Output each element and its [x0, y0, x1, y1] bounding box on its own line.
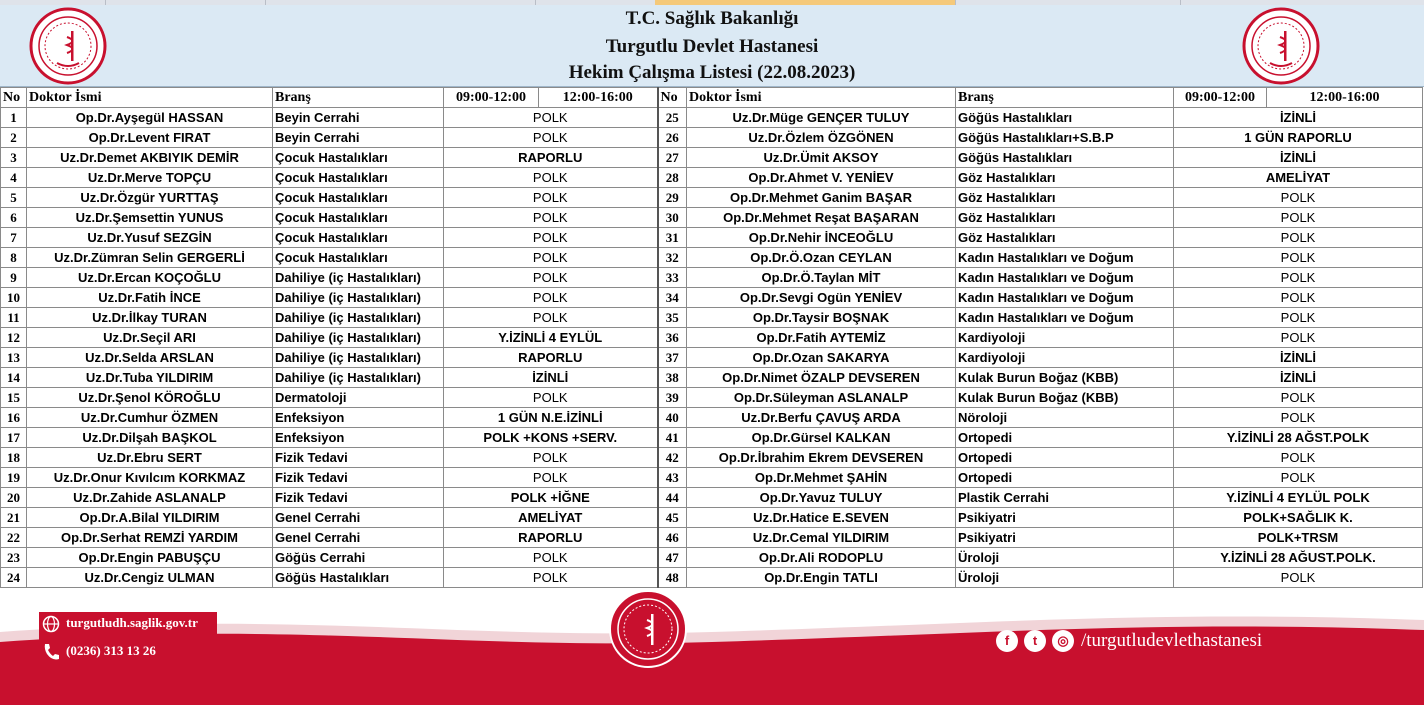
- col-no-right: No: [658, 88, 687, 108]
- doctor-name: Uz.Dr.Seçil ARI: [27, 328, 273, 348]
- row-number: 28: [658, 168, 687, 188]
- branch-name: Çocuk Hastalıkları: [273, 148, 444, 168]
- row-number: 7: [1, 228, 27, 248]
- doctor-name: Uz.Dr.Ümit AKSOY: [687, 148, 956, 168]
- status-cell: POLK: [444, 288, 658, 308]
- status-cell: POLK: [1174, 388, 1423, 408]
- col-branch: Branş: [273, 88, 444, 108]
- table-row: [1, 408, 1423, 428]
- branch-name: Üroloji: [956, 568, 1174, 588]
- status-cell: POLK+SAĞLIK K.: [1174, 508, 1423, 528]
- row-number: 5: [1, 188, 27, 208]
- branch-name: Genel Cerrahi: [273, 508, 444, 528]
- doctor-name: Op.Dr.Levent FIRAT: [27, 128, 273, 148]
- branch-name: Beyin Cerrahi: [273, 128, 444, 148]
- doctor-name: Op.Dr.Mehmet Reşat BAŞARAN: [687, 208, 956, 228]
- status-cell: POLK: [444, 468, 658, 488]
- status-cell: POLK +KONS +SERV.: [444, 428, 658, 448]
- row-number: 17: [1, 428, 27, 448]
- branch-name: Göğüs Hastalıkları: [956, 108, 1174, 128]
- doctor-name: Uz.Dr.Demet AKBIYIK DEMİR: [27, 148, 273, 168]
- table-row: [1, 368, 1423, 388]
- status-cell: POLK: [444, 188, 658, 208]
- status-cell: POLK: [1174, 328, 1423, 348]
- table-row: [1, 288, 1423, 308]
- col-slot2-right: 12:00-16:00: [1267, 88, 1423, 108]
- doctor-name: Uz.Dr.İlkay TURAN: [27, 308, 273, 328]
- status-cell: İZİNLİ: [1174, 108, 1423, 128]
- doctor-name: Op.Dr.Nehir İNCEOĞLU: [687, 228, 956, 248]
- doctor-name: Uz.Dr.Özlem ÖZGÖNEN: [687, 128, 956, 148]
- table-row: [1, 468, 1423, 488]
- table-row: [1, 228, 1423, 248]
- status-cell: POLK: [444, 308, 658, 328]
- table-row: [1, 148, 1423, 168]
- doctor-name: Uz.Dr.Müge GENÇER TULUY: [687, 108, 956, 128]
- doctor-name: Op.Dr.Nimet ÖZALP DEVSEREN: [687, 368, 956, 388]
- row-number: 26: [658, 128, 687, 148]
- doctor-name: Uz.Dr.Yusuf SEZGİN: [27, 228, 273, 248]
- doctor-name: Uz.Dr.Dilşah BAŞKOL: [27, 428, 273, 448]
- doctor-name: Uz.Dr.Onur Kıvılcım KORKMAZ: [27, 468, 273, 488]
- row-number: 34: [658, 288, 687, 308]
- doctor-name: Uz.Dr.Zümran Selin GERGERLİ: [27, 248, 273, 268]
- doctor-name: Op.Dr.Gürsel KALKAN: [687, 428, 956, 448]
- doctor-name: Uz.Dr.Berfu ÇAVUŞ ARDA: [687, 408, 956, 428]
- status-cell: RAPORLU: [444, 528, 658, 548]
- row-number: 36: [658, 328, 687, 348]
- doctor-name: Op.Dr.Taysir BOŞNAK: [687, 308, 956, 328]
- row-number: 15: [1, 388, 27, 408]
- table-row: [1, 108, 1423, 128]
- col-no: No: [1, 88, 27, 108]
- doctor-name: Op.Dr.Fatih AYTEMİZ: [687, 328, 956, 348]
- row-number: 24: [1, 568, 27, 588]
- status-cell: AMELİYAT: [1174, 168, 1423, 188]
- doctor-name: Uz.Dr.Cengiz ULMAN: [27, 568, 273, 588]
- row-number: 35: [658, 308, 687, 328]
- header-row: [1, 88, 1423, 108]
- status-cell: POLK: [444, 168, 658, 188]
- row-number: 14: [1, 368, 27, 388]
- table-row: [1, 268, 1423, 288]
- row-number: 18: [1, 448, 27, 468]
- row-number: 33: [658, 268, 687, 288]
- list-title: Hekim Çalışma Listesi (22.08.2023): [568, 62, 856, 83]
- branch-name: Fizik Tedavi: [273, 448, 444, 468]
- doctor-name: Op.Dr.Süleyman ASLANALP: [687, 388, 956, 408]
- row-number: 16: [1, 408, 27, 428]
- hospital-title: Turgutlu Devlet Hastanesi: [605, 36, 819, 57]
- row-number: 19: [1, 468, 27, 488]
- col-slot1: 09:00-12:00: [444, 88, 539, 108]
- doctor-name: Op.Dr.A.Bilal YILDIRIM: [27, 508, 273, 528]
- status-cell: Y.İZİNLİ 4 EYLÜL POLK: [1174, 488, 1423, 508]
- table-row: [1, 508, 1423, 528]
- branch-name: Çocuk Hastalıkları: [273, 168, 444, 188]
- branch-name: Göz Hastalıkları: [956, 188, 1174, 208]
- table-row: [1, 328, 1423, 348]
- row-number: 10: [1, 288, 27, 308]
- row-number: 39: [658, 388, 687, 408]
- branch-name: Psikiyatri: [956, 528, 1174, 548]
- branch-name: Göğüs Hastalıkları+S.B.P: [956, 128, 1174, 148]
- status-cell: POLK: [1174, 248, 1423, 268]
- branch-name: Kadın Hastalıkları ve Doğum: [956, 268, 1174, 288]
- row-number: 46: [658, 528, 687, 548]
- row-number: 6: [1, 208, 27, 228]
- doctor-name: Uz.Dr.Tuba YILDIRIM: [27, 368, 273, 388]
- row-number: 40: [658, 408, 687, 428]
- row-number: 2: [1, 128, 27, 148]
- branch-name: Nöroloji: [956, 408, 1174, 428]
- status-cell: POLK: [1174, 208, 1423, 228]
- branch-name: Göğüs Hastalıkları: [956, 148, 1174, 168]
- table-row: [1, 448, 1423, 468]
- branch-name: Çocuk Hastalıkları: [273, 188, 444, 208]
- branch-name: Kulak Burun Boğaz (KBB): [956, 388, 1174, 408]
- doctor-name: Op.Dr.Yavuz TULUY: [687, 488, 956, 508]
- status-cell: POLK: [1174, 288, 1423, 308]
- branch-name: Ortopedi: [956, 428, 1174, 448]
- branch-name: Genel Cerrahi: [273, 528, 444, 548]
- doctor-name: Op.Dr.Sevgi Ogün YENİEV: [687, 288, 956, 308]
- row-number: 25: [658, 108, 687, 128]
- row-number: 32: [658, 248, 687, 268]
- status-cell: POLK: [1174, 448, 1423, 468]
- doctor-name: Op.Dr.Ö.Ozan CEYLAN: [687, 248, 956, 268]
- doctor-name: Uz.Dr.Fatih İNCE: [27, 288, 273, 308]
- doctor-name: Op.Dr.Ö.Taylan MİT: [687, 268, 956, 288]
- row-number: 27: [658, 148, 687, 168]
- branch-name: Göz Hastalıkları: [956, 208, 1174, 228]
- branch-name: Çocuk Hastalıkları: [273, 208, 444, 228]
- status-cell: POLK: [1174, 468, 1423, 488]
- row-number: 42: [658, 448, 687, 468]
- row-number: 8: [1, 248, 27, 268]
- row-number: 31: [658, 228, 687, 248]
- status-cell: POLK: [444, 388, 658, 408]
- status-cell: POLK: [444, 228, 658, 248]
- row-number: 13: [1, 348, 27, 368]
- status-cell: RAPORLU: [444, 148, 658, 168]
- branch-name: Göğüs Cerrahi: [273, 548, 444, 568]
- status-cell: POLK: [444, 268, 658, 288]
- row-number: 47: [658, 548, 687, 568]
- branch-name: Kardiyoloji: [956, 348, 1174, 368]
- table-row: [1, 208, 1423, 228]
- doctor-name: Uz.Dr.Ercan KOÇOĞLU: [27, 268, 273, 288]
- table-row: [1, 548, 1423, 568]
- table-row: [1, 188, 1423, 208]
- branch-name: Ortopedi: [956, 448, 1174, 468]
- doctor-name: Op.Dr.Engin TATLI: [687, 568, 956, 588]
- branch-name: Dermatoloji: [273, 388, 444, 408]
- twitter-icon[interactable]: t: [1024, 630, 1046, 652]
- table-row: [1, 428, 1423, 448]
- status-cell: İZİNLİ: [1174, 368, 1423, 388]
- table-row: [1, 248, 1423, 268]
- phone-icon: [42, 642, 60, 662]
- row-number: 21: [1, 508, 27, 528]
- status-cell: POLK: [444, 448, 658, 468]
- status-cell: POLK: [1174, 268, 1423, 288]
- doctor-name: Uz.Dr.Ebru SERT: [27, 448, 273, 468]
- status-cell: 1 GÜN RAPORLU: [1174, 128, 1423, 148]
- col-slot1-right: 09:00-12:00: [1174, 88, 1267, 108]
- status-cell: POLK: [444, 568, 658, 588]
- website-link[interactable]: turgutludh.saglik.gov.tr: [66, 615, 198, 630]
- social-handle[interactable]: /turgutludevlethastanesi: [1081, 630, 1263, 651]
- doctor-name: Uz.Dr.Şenol KÖROĞLU: [27, 388, 273, 408]
- table-row: [1, 488, 1423, 508]
- table-row: [1, 128, 1423, 148]
- doctor-name: Uz.Dr.Cumhur ÖZMEN: [27, 408, 273, 428]
- branch-name: Kulak Burun Boğaz (KBB): [956, 368, 1174, 388]
- branch-name: Dahiliye (iç Hastalıkları): [273, 368, 444, 388]
- doctor-name: Uz.Dr.Selda ARSLAN: [27, 348, 273, 368]
- row-number: 38: [658, 368, 687, 388]
- status-cell: POLK: [444, 248, 658, 268]
- row-number: 11: [1, 308, 27, 328]
- table-row: [1, 168, 1423, 188]
- doctor-name: Uz.Dr.Merve TOPÇU: [27, 168, 273, 188]
- branch-name: Göz Hastalıkları: [956, 168, 1174, 188]
- branch-name: Dahiliye (iç Hastalıkları): [273, 288, 444, 308]
- status-cell: POLK: [1174, 308, 1423, 328]
- globe-icon: [42, 615, 60, 633]
- col-doctor: Doktor İsmi: [27, 88, 273, 108]
- branch-name: Ortopedi: [956, 468, 1174, 488]
- row-number: 29: [658, 188, 687, 208]
- branch-name: Kadın Hastalıkları ve Doğum: [956, 248, 1174, 268]
- status-cell: Y.İZİNLİ 28 AĞST.POLK: [1174, 428, 1423, 448]
- table-row: [1, 308, 1423, 328]
- branch-name: Fizik Tedavi: [273, 468, 444, 488]
- branch-name: Göz Hastalıkları: [956, 228, 1174, 248]
- row-number: 45: [658, 508, 687, 528]
- status-cell: POLK: [1174, 408, 1423, 428]
- table-row: [1, 348, 1423, 368]
- branch-name: Dahiliye (iç Hastalıkları): [273, 308, 444, 328]
- doctor-name: Op.Dr.Mehmet ŞAHİN: [687, 468, 956, 488]
- row-number: 37: [658, 348, 687, 368]
- status-cell: İZİNLİ: [1174, 148, 1423, 168]
- branch-name: Dahiliye (iç Hastalıkları): [273, 328, 444, 348]
- row-number: 48: [658, 568, 687, 588]
- status-cell: POLK: [1174, 568, 1423, 588]
- branch-name: Üroloji: [956, 548, 1174, 568]
- branch-name: Göğüs Hastalıkları: [273, 568, 444, 588]
- row-number: 9: [1, 268, 27, 288]
- status-cell: RAPORLU: [444, 348, 658, 368]
- status-cell: POLK: [444, 548, 658, 568]
- doctor-name: Op.Dr.Ali RODOPLU: [687, 548, 956, 568]
- doctor-name: Uz.Dr.Hatice E.SEVEN: [687, 508, 956, 528]
- branch-name: Fizik Tedavi: [273, 488, 444, 508]
- doctor-name: Uz.Dr.Cemal YILDIRIM: [687, 528, 956, 548]
- doctor-name: Op.Dr.İbrahim Ekrem DEVSEREN: [687, 448, 956, 468]
- status-cell: Y.İZİNLİ 28 AĞUST.POLK.: [1174, 548, 1423, 568]
- row-number: 22: [1, 528, 27, 548]
- status-cell: POLK: [1174, 228, 1423, 248]
- doctor-name: Op.Dr.Ayşegül HASSAN: [27, 108, 273, 128]
- ministry-title: T.C. Sağlık Bakanlığı: [625, 8, 799, 29]
- col-doctor-right: Doktor İsmi: [687, 88, 956, 108]
- branch-name: Kadın Hastalıkları ve Doğum: [956, 288, 1174, 308]
- table-row: [1, 388, 1423, 408]
- status-cell: POLK +İĞNE: [444, 488, 658, 508]
- branch-name: Enfeksiyon: [273, 428, 444, 448]
- status-cell: AMELİYAT: [444, 508, 658, 528]
- table-row: [1, 568, 1423, 588]
- doctor-name: Uz.Dr.Zahide ASLANALP: [27, 488, 273, 508]
- doctor-name: Op.Dr.Ozan SAKARYA: [687, 348, 956, 368]
- row-number: 41: [658, 428, 687, 448]
- branch-name: Kadın Hastalıkları ve Doğum: [956, 308, 1174, 328]
- row-number: 1: [1, 108, 27, 128]
- status-cell: POLK: [1174, 188, 1423, 208]
- status-cell: İZİNLİ: [1174, 348, 1423, 368]
- table-row: [1, 528, 1423, 548]
- doctor-name: Op.Dr.Mehmet Ganim BAŞAR: [687, 188, 956, 208]
- row-number: 4: [1, 168, 27, 188]
- status-cell: POLK: [444, 208, 658, 228]
- row-number: 3: [1, 148, 27, 168]
- status-cell: 1 GÜN N.E.İZİNLİ: [444, 408, 658, 428]
- status-cell: POLK+TRSM: [1174, 528, 1423, 548]
- branch-name: Dahiliye (iç Hastalıkları): [273, 268, 444, 288]
- status-cell: POLK: [444, 128, 658, 148]
- phone-number: (0236) 313 13 26: [66, 643, 156, 658]
- row-number: 20: [1, 488, 27, 508]
- col-branch-right: Branş: [956, 88, 1174, 108]
- doctor-name: Uz.Dr.Özgür YURTTAŞ: [27, 188, 273, 208]
- branch-name: Çocuk Hastalıkları: [273, 228, 444, 248]
- doctor-name: Op.Dr.Serhat REMZİ YARDIM: [27, 528, 273, 548]
- status-cell: Y.İZİNLİ 4 EYLÜL: [444, 328, 658, 348]
- status-cell: POLK: [444, 108, 658, 128]
- row-number: 30: [658, 208, 687, 228]
- doctor-name: Uz.Dr.Şemsettin YUNUS: [27, 208, 273, 228]
- status-cell: İZİNLİ: [444, 368, 658, 388]
- row-number: 23: [1, 548, 27, 568]
- row-number: 12: [1, 328, 27, 348]
- branch-name: Dahiliye (iç Hastalıkları): [273, 348, 444, 368]
- branch-name: Enfeksiyon: [273, 408, 444, 428]
- doctor-name: Op.Dr.Engin PABUŞÇU: [27, 548, 273, 568]
- schedule-table: [0, 87, 1423, 588]
- doctor-name: Op.Dr.Ahmet V. YENİEV: [687, 168, 956, 188]
- col-slot2: 12:00-16:00: [539, 88, 658, 108]
- branch-name: Kardiyoloji: [956, 328, 1174, 348]
- ministry-seal-footer: [608, 589, 688, 669]
- branch-name: Psikiyatri: [956, 508, 1174, 528]
- facebook-icon[interactable]: f: [996, 630, 1018, 652]
- row-number: 43: [658, 468, 687, 488]
- branch-name: Çocuk Hastalıkları: [273, 248, 444, 268]
- row-number: 44: [658, 488, 687, 508]
- branch-name: Plastik Cerrahi: [956, 488, 1174, 508]
- instagram-icon[interactable]: ◎: [1052, 630, 1074, 652]
- branch-name: Beyin Cerrahi: [273, 108, 444, 128]
